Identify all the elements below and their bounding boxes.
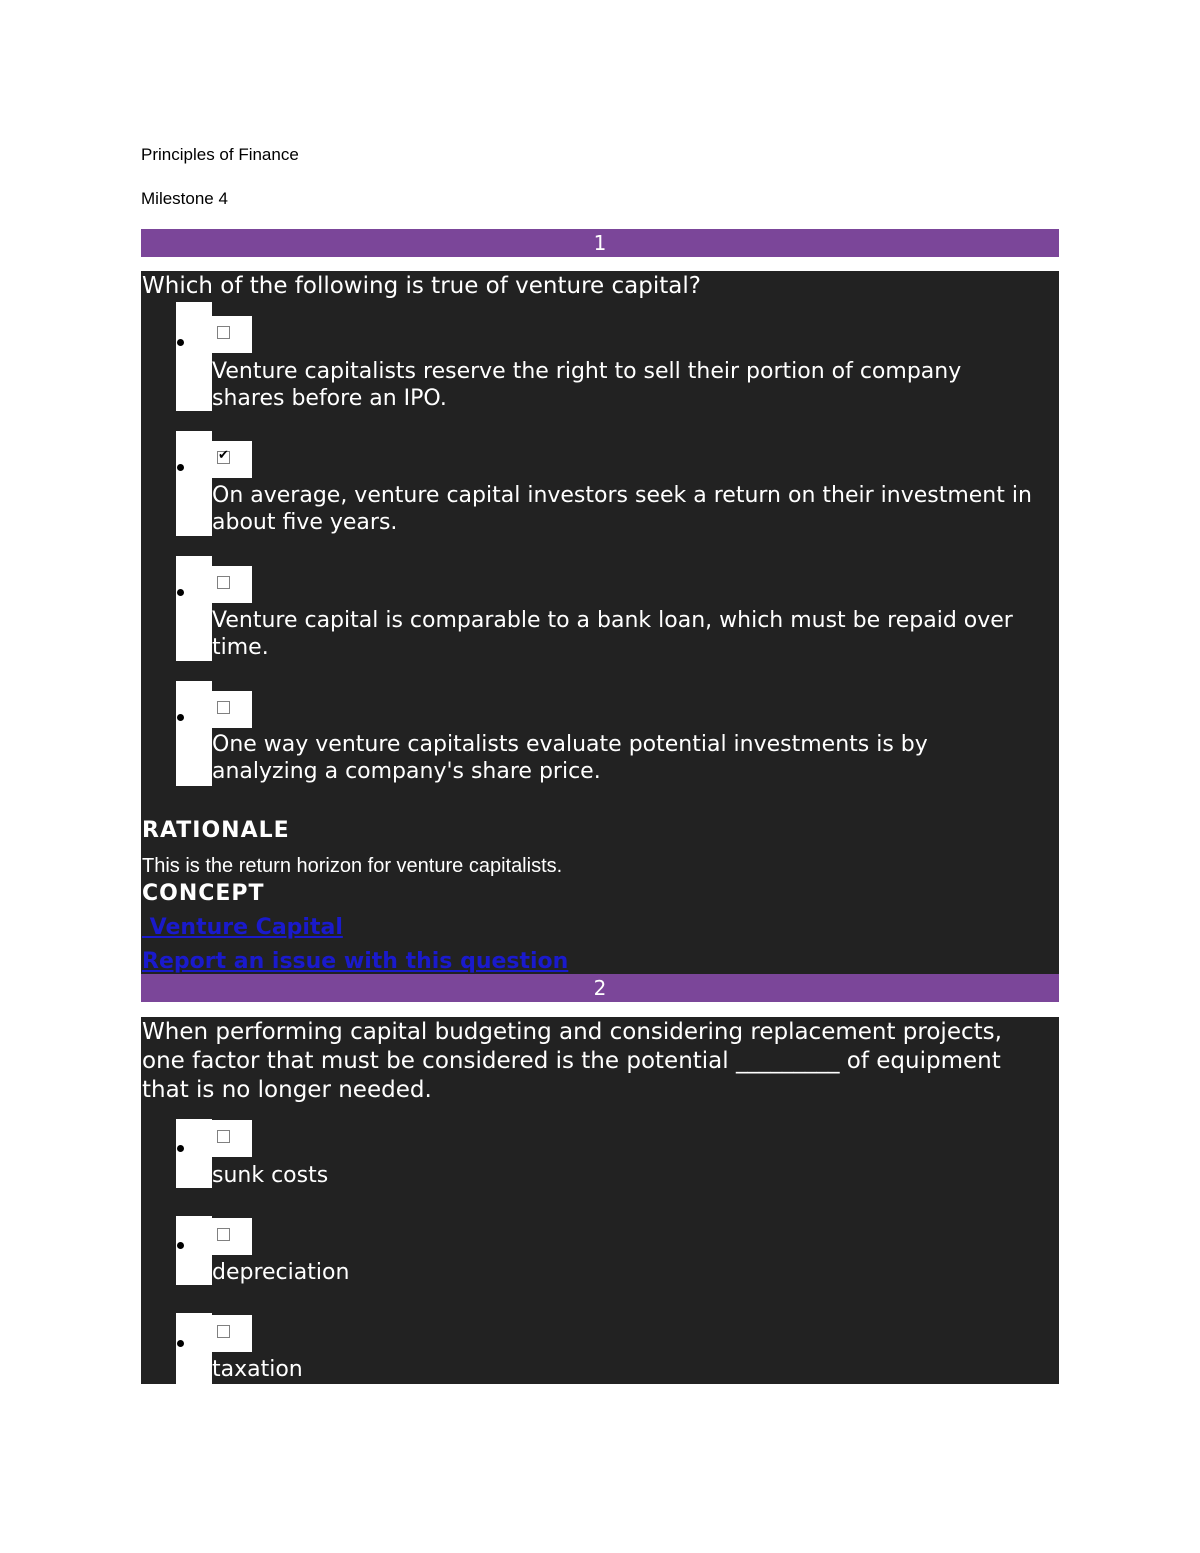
option-marker-area bbox=[176, 681, 212, 786]
option-checkbox[interactable] bbox=[212, 1218, 252, 1255]
document-title: Principles of Finance bbox=[141, 145, 299, 164]
document-subtitle: Milestone 4 bbox=[141, 189, 228, 208]
question-1-panel bbox=[141, 271, 1059, 974]
checkmark-icon: ✔ bbox=[218, 448, 229, 463]
checkbox-icon bbox=[217, 326, 230, 339]
question-2-number-bar: 2 bbox=[141, 974, 1059, 1002]
option-text: On average, venture capital investors seek a return on their investment in about five years. bbox=[212, 483, 1032, 535]
rationale-text: This is the return horizon for venture capitalists. bbox=[142, 855, 563, 877]
question-2-panel bbox=[141, 1017, 1059, 1384]
option-marker-area bbox=[176, 1119, 212, 1188]
concept-heading: CONCEPT bbox=[142, 881, 265, 906]
question-1-number-bar: 1 bbox=[141, 229, 1059, 257]
question-2-text: When performing capital budgeting and considering replacement projects, one factor that must be considered is the potential _________ of equipment that is no longer needed. bbox=[142, 1019, 1002, 1103]
option-marker-area bbox=[176, 1216, 212, 1285]
bullet-icon bbox=[177, 714, 184, 721]
option-checkbox[interactable] bbox=[212, 441, 252, 478]
option-checkbox[interactable] bbox=[212, 566, 252, 603]
rationale-heading: RATIONALE bbox=[142, 818, 290, 843]
bullet-icon bbox=[177, 339, 184, 346]
option-text: Venture capitalists reserve the right to sell their portion of company shares before an IPO. bbox=[212, 359, 962, 411]
bullet-icon bbox=[177, 1242, 184, 1249]
option-checkbox[interactable] bbox=[212, 1120, 252, 1157]
option-text: One way venture capitalists evaluate potential investments is by analyzing a company's share price. bbox=[212, 732, 928, 784]
report-issue-link[interactable]: Report an issue with this question bbox=[142, 949, 569, 974]
bullet-icon bbox=[177, 589, 184, 596]
concept-link[interactable]: Venture Capital bbox=[142, 915, 343, 940]
option-marker-area bbox=[176, 556, 212, 661]
bullet-icon bbox=[177, 1340, 184, 1347]
checkbox-icon bbox=[217, 1228, 230, 1241]
bullet-icon bbox=[177, 1145, 184, 1152]
option-marker-area bbox=[176, 302, 212, 411]
checkbox-icon bbox=[217, 1325, 230, 1338]
checkbox-icon bbox=[217, 701, 230, 714]
option-text: Venture capital is comparable to a bank loan, which must be repaid over time. bbox=[212, 608, 1013, 660]
checkbox-icon bbox=[217, 576, 230, 589]
checkbox-icon bbox=[217, 1130, 230, 1143]
option-text: sunk costs bbox=[212, 1163, 329, 1188]
question-1-text: Which of the following is true of venture capital? bbox=[142, 273, 701, 299]
option-checkbox[interactable] bbox=[212, 691, 252, 728]
bullet-icon bbox=[177, 464, 184, 471]
option-checkbox[interactable] bbox=[212, 316, 252, 353]
option-text: taxation bbox=[212, 1357, 303, 1382]
option-marker-area bbox=[176, 1313, 212, 1384]
checkbox-icon bbox=[217, 448, 230, 464]
option-text: depreciation bbox=[212, 1260, 350, 1285]
option-marker-area bbox=[176, 431, 212, 536]
option-checkbox[interactable] bbox=[212, 1315, 252, 1352]
